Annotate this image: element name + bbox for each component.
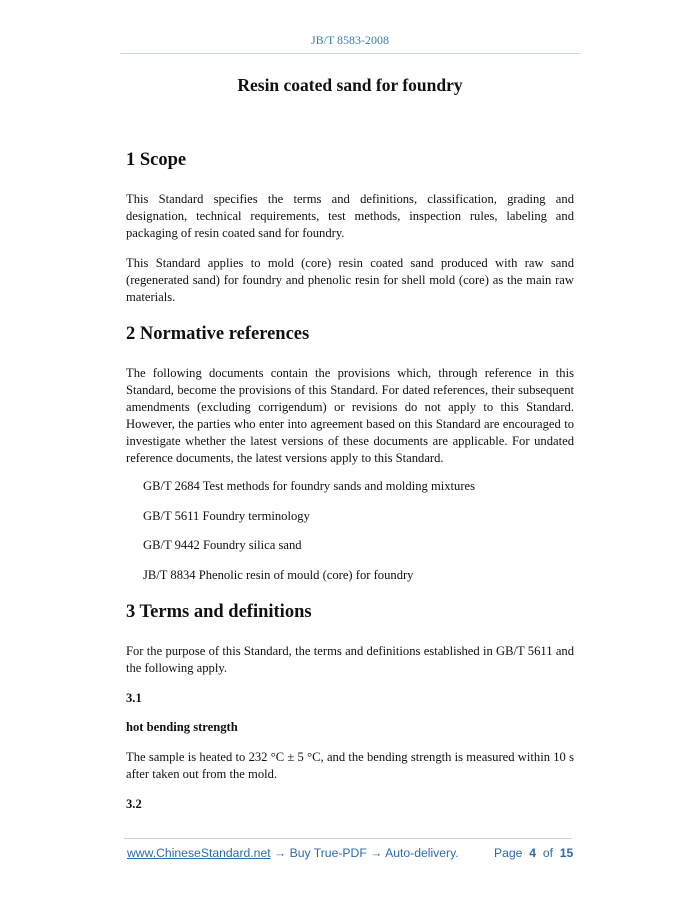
paragraph: This Standard applies to mold (core) resin coated sand produced with raw sand (regenerated sand) for foundry and phenolic resin for shell mold (core) as the main raw materials. (126, 256, 574, 304)
footer-promo (127, 846, 459, 860)
page-label: Page (494, 846, 523, 860)
footer-text: → Buy True-PDF → Auto-delivery. (270, 846, 459, 860)
of-label: of (542, 846, 553, 860)
current-page: 4 (529, 846, 537, 860)
header-divider (120, 53, 580, 54)
page-number (494, 846, 573, 860)
paragraph: The following documents contain the provisions which, through reference in this Standard, become the provisions of this Standard. For dated references, their subsequent amendments (excluding corrigendum) or revisions do not apply to this Standard. However, the parties who enter into agreement based on this Standard are encouraged to investigate whether the latest versions of these documents are applicable. For undated reference documents, the latest versions apply to this Standard. (126, 366, 574, 465)
footer-divider (124, 838, 572, 839)
total-pages: 15 (559, 846, 574, 860)
paragraph: This Standard specifies the terms and definitions, classification, grading and designation, technical requirements, test methods, inspection rules, labeling and packaging of resin coated sand for foundry. (126, 192, 574, 240)
term-definition: The sample is heated to 232 °C ± 5 °C, and the bending strength is measured within 10 s after taken out from the mold. (126, 750, 574, 781)
paragraph: For the purpose of this Standard, the terms and definitions established in GB/T 5611 and the following apply. (126, 644, 574, 675)
section-heading-terms-definitions: 3 Terms and definitions (126, 602, 312, 622)
term-number: 3.1 (126, 691, 142, 705)
section-heading-normative-references: 2 Normative references (126, 324, 310, 344)
website-link[interactable]: www.ChineseStandard.net (127, 846, 271, 860)
reference-item: GB/T 2684 Test methods for foundry sands and molding mixtures (143, 479, 476, 493)
reference-item: GB/T 9442 Foundry silica sand (143, 538, 302, 552)
document-title: Resin coated sand for foundry (237, 75, 463, 95)
section-heading-scope: 1 Scope (126, 150, 187, 170)
document-code-header: JB/T 8583-2008 (310, 33, 390, 47)
term-name: hot bending strength (126, 720, 238, 734)
reference-item: JB/T 8834 Phenolic resin of mould (core) for foundry (143, 568, 414, 582)
reference-item: GB/T 5611 Foundry terminology (143, 509, 310, 523)
term-number: 3.2 (126, 797, 142, 811)
